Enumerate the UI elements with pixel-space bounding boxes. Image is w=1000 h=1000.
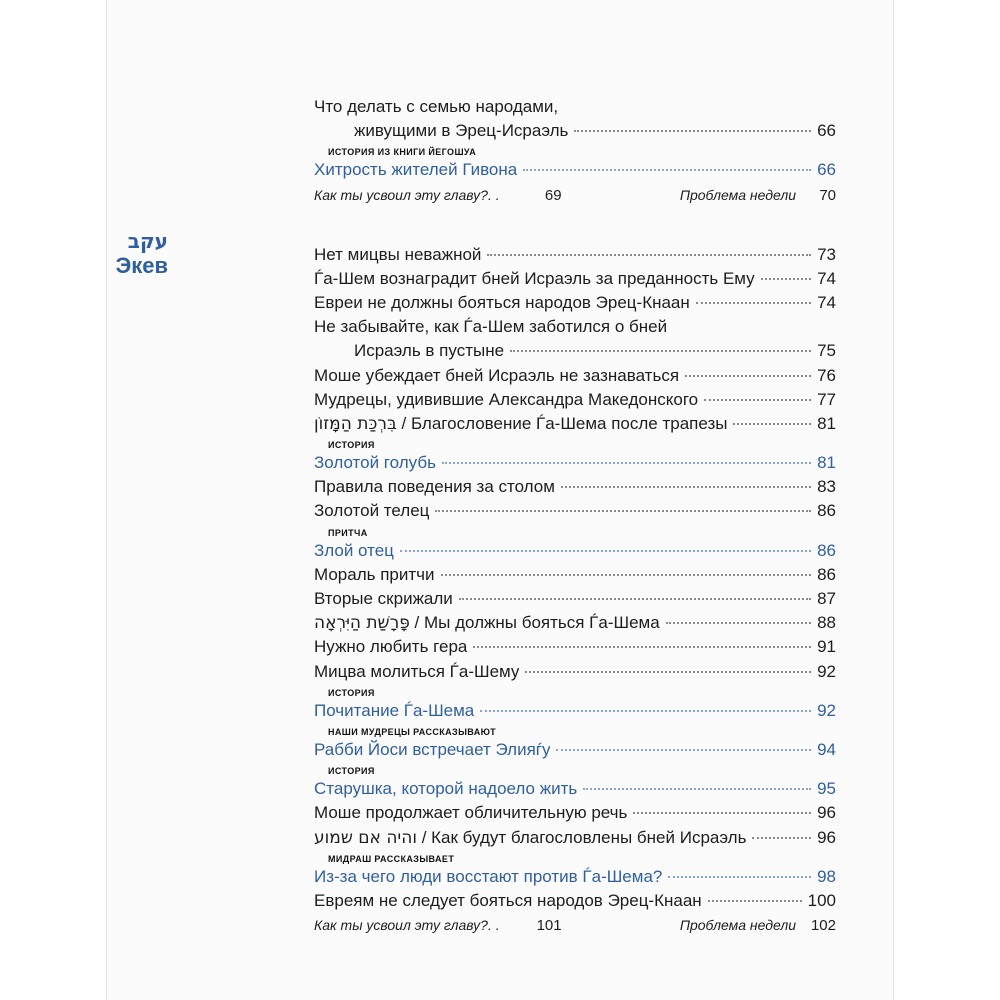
- toc-entries: [314, 243, 836, 914]
- toc-title: [314, 738, 550, 762]
- toc-page-number: 75: [817, 341, 836, 361]
- toc-entry[interactable]: [314, 777, 836, 801]
- toc-title-text: Мицва молиться Ѓа-Шему: [314, 661, 520, 681]
- toc-title-text: Мудрецы, удивившие Александра Македонского: [314, 389, 699, 409]
- toc-title-text: Мораль притчи: [314, 564, 435, 584]
- toc-page-number: 66: [817, 160, 836, 180]
- toc-page-number: 92: [817, 661, 836, 681]
- hebrew-title: פָּרָשַׁת הַיִּרְאָה: [314, 613, 410, 634]
- dot-leader: [685, 375, 811, 377]
- toc-title: [314, 291, 690, 315]
- toc-page-number: 86: [817, 540, 836, 560]
- toc-title-text: Из-за чего люди восстают против Ѓа-Шема?: [314, 866, 663, 886]
- toc-entry[interactable]: [314, 267, 836, 291]
- toc-title: [314, 587, 453, 611]
- dot-leader: [696, 302, 811, 304]
- dot-leader: [487, 254, 811, 256]
- parasha-sidebar: [108, 230, 168, 280]
- dot-leader: [480, 710, 811, 712]
- toc-title: [314, 475, 555, 499]
- dot-leader: [435, 510, 811, 512]
- toc-title-text: Ѓа-Шем вознаградит бней Исраэль за преданность Ему: [314, 268, 755, 288]
- dot-leader: [733, 423, 811, 425]
- toc-page-number: 83: [817, 477, 836, 497]
- dot-leader: [561, 486, 811, 488]
- quiz-ellipsis: . .: [487, 917, 500, 934]
- hebrew-title: בִּרְכַּת הַמָּזוֹן: [314, 413, 397, 434]
- toc-page-number: 96: [817, 803, 836, 823]
- toc-entry[interactable]: [314, 889, 836, 913]
- dot-leader: [633, 812, 811, 814]
- toc-page-number: 77: [817, 389, 836, 409]
- toc-title-text: Нет мицвы неважной: [314, 244, 482, 264]
- toc-entry[interactable]: [314, 563, 836, 587]
- toc-page-number: 74: [817, 268, 836, 288]
- toc-title: [314, 826, 746, 850]
- toc-title-text: Почитание Ѓа-Шема: [314, 700, 475, 720]
- toc-title: [314, 388, 698, 412]
- toc-page-number: 87: [817, 589, 836, 608]
- toc-title: [314, 499, 429, 523]
- toc-page-number: 73: [817, 244, 836, 264]
- section-label: ИСТОРИЯ: [328, 766, 375, 777]
- toc-title: [314, 699, 474, 723]
- toc-entry[interactable]: [314, 738, 836, 762]
- toc-page-number: 86: [817, 501, 836, 521]
- section-label: ИСТОРИЯ ИЗ КНИГИ ЙЕГОШУА: [328, 147, 477, 158]
- toc-title-text: / Благословение Ѓа-Шема после трапезы: [396, 413, 728, 433]
- quiz-page: 101: [536, 917, 562, 935]
- toc-title-text: Злой отец: [314, 540, 394, 560]
- toc-title-text: Золотой голубь: [314, 453, 436, 473]
- toc-entry[interactable]: [314, 587, 836, 611]
- toc-entry[interactable]: [314, 291, 836, 315]
- dot-leader: [704, 399, 811, 401]
- toc-page-number: 88: [817, 613, 836, 633]
- toc-title: [314, 412, 727, 436]
- section-label: НАШИ МУДРЕЦЫ РАССКАЗЫВАЮТ: [328, 726, 496, 737]
- toc-title-text: / Мы должны бояться Ѓа-Шема: [409, 613, 660, 633]
- toc-page-number: 81: [817, 413, 836, 433]
- toc-title: живущими в Эрец-Исраэль: [354, 121, 569, 141]
- toc-title: [314, 267, 755, 291]
- toc-title: Что делать с семью народами,: [314, 97, 559, 116]
- toc-title-text: Не забывайте, как Ѓа-Шем заботился о бней: [314, 317, 668, 337]
- toc-entry[interactable]: [314, 499, 836, 523]
- toc-entry[interactable]: [314, 475, 836, 499]
- toc-title: [314, 243, 481, 267]
- toc-title-text: Старушка, которой надоело жить: [314, 779, 578, 799]
- dot-leader: [574, 130, 811, 132]
- toc-page-number: 74: [817, 292, 836, 312]
- quiz-ellipsis: . .: [487, 186, 500, 203]
- dot-leader: [761, 278, 811, 280]
- toc-entry[interactable]: [314, 243, 836, 267]
- toc-title: [314, 563, 435, 587]
- toc-title-text: Нужно любить гера: [314, 637, 468, 657]
- dot-leader: [708, 900, 802, 902]
- toc-entry[interactable]: [314, 635, 836, 659]
- toc-entry[interactable]: [314, 611, 836, 635]
- toc-title-text: / Как будут благословлены бней Исраэль: [416, 827, 747, 847]
- toc-title: Хитрость жителей Гивона: [314, 160, 518, 180]
- table-of-contents: [314, 95, 836, 937]
- toc-entry[interactable]: [314, 539, 836, 563]
- toc-title-text: Моше убеждает бней Исраэль не зазнаваться: [314, 365, 680, 385]
- parasha-russian-name: Экев: [115, 253, 168, 278]
- toc-title: [314, 777, 577, 801]
- toc-page-number: 100: [807, 890, 836, 910]
- toc-entry[interactable]: [314, 801, 836, 825]
- toc-entry[interactable]: [314, 364, 836, 388]
- toc-story-entry[interactable]: [314, 158, 836, 182]
- toc-title: Исраэль в пустыне: [354, 341, 505, 361]
- toc-title: [314, 364, 679, 388]
- section-label: ИСТОРИЯ: [328, 440, 375, 451]
- dot-leader: [523, 169, 811, 171]
- dot-leader: [442, 462, 811, 464]
- toc-title-text: Евреи не должны бояться народов Эрец-Кнаан: [314, 292, 690, 312]
- toc-intro-line2: [314, 119, 836, 143]
- toc-title-text: Моше продолжает обличительную речь: [314, 803, 628, 823]
- dot-leader: [583, 788, 811, 790]
- toc-entry[interactable]: [314, 451, 836, 475]
- toc-page-number: 91: [817, 637, 836, 657]
- toc-entry[interactable]: [314, 412, 836, 436]
- toc-title-text: Вторые скрижали: [314, 589, 453, 608]
- toc-title-text: Рабби Йоси встречает Элияѓу: [314, 739, 551, 759]
- toc-title: [314, 315, 667, 339]
- toc-entry[interactable]: [314, 826, 836, 850]
- toc-entry[interactable]: [314, 315, 836, 339]
- toc-entry[interactable]: [314, 865, 836, 889]
- quiz-row: [314, 183, 836, 207]
- toc-entry[interactable]: [314, 388, 836, 412]
- dot-leader: [525, 671, 811, 673]
- dot-leader: [510, 350, 811, 352]
- problem-title: Проблема недели: [679, 917, 796, 934]
- quiz-title: Как ты усвоил эту главу?: [314, 186, 488, 203]
- toc-page-number: 98: [817, 866, 836, 886]
- quiz-title: Как ты усвоил эту главу?: [314, 917, 488, 934]
- toc-title-text: Евреям не следует бояться народов Эрец-Кнаан: [314, 890, 702, 910]
- toc-page-number: 96: [817, 827, 836, 847]
- dot-leader: [400, 550, 811, 552]
- toc-title-text: Золотой телец: [314, 501, 430, 521]
- quiz-page: 69: [544, 186, 562, 204]
- toc-page-number: 86: [817, 564, 836, 584]
- dot-leader: [752, 837, 811, 839]
- problem-page: 70: [819, 186, 836, 204]
- toc-title-text: Правила поведения за столом: [314, 477, 555, 497]
- toc-page-number: 81: [817, 453, 836, 473]
- toc-page-number: 66: [817, 121, 836, 141]
- toc-intro-line1: [314, 95, 836, 119]
- problem-title: Проблема недели: [679, 186, 796, 203]
- dot-leader: [666, 622, 811, 624]
- toc-entry-continuation[interactable]: [314, 339, 836, 363]
- toc-entry[interactable]: [314, 660, 836, 684]
- dot-leader: [441, 574, 812, 576]
- toc-title: [314, 801, 627, 825]
- dot-leader: [473, 646, 811, 648]
- toc-page-number: 76: [817, 365, 836, 385]
- dot-leader: [556, 749, 811, 751]
- toc-title: [314, 539, 394, 563]
- dot-leader: [668, 876, 811, 878]
- section-label: ИСТОРИЯ: [328, 687, 375, 698]
- toc-title: [314, 889, 702, 913]
- toc-entry[interactable]: [314, 699, 836, 723]
- section-label: ПРИТЧА: [328, 527, 368, 538]
- section-label: МИДРАШ РАССКАЗЫВАЕТ: [328, 853, 455, 864]
- toc-title: [314, 611, 660, 635]
- problem-page: 102: [810, 917, 836, 935]
- toc-title: [314, 451, 436, 475]
- toc-title: [314, 865, 662, 889]
- hebrew-title: והיה אם שמוע: [314, 827, 417, 848]
- dot-leader: [459, 598, 811, 600]
- quiz-row: [314, 913, 836, 937]
- toc-page-number: 94: [817, 739, 836, 759]
- toc-page-number: 95: [817, 779, 836, 799]
- parasha-hebrew-name: עקב: [127, 229, 168, 253]
- toc-page-number: 92: [817, 700, 836, 720]
- toc-title: [314, 660, 519, 684]
- toc-title: [314, 635, 467, 659]
